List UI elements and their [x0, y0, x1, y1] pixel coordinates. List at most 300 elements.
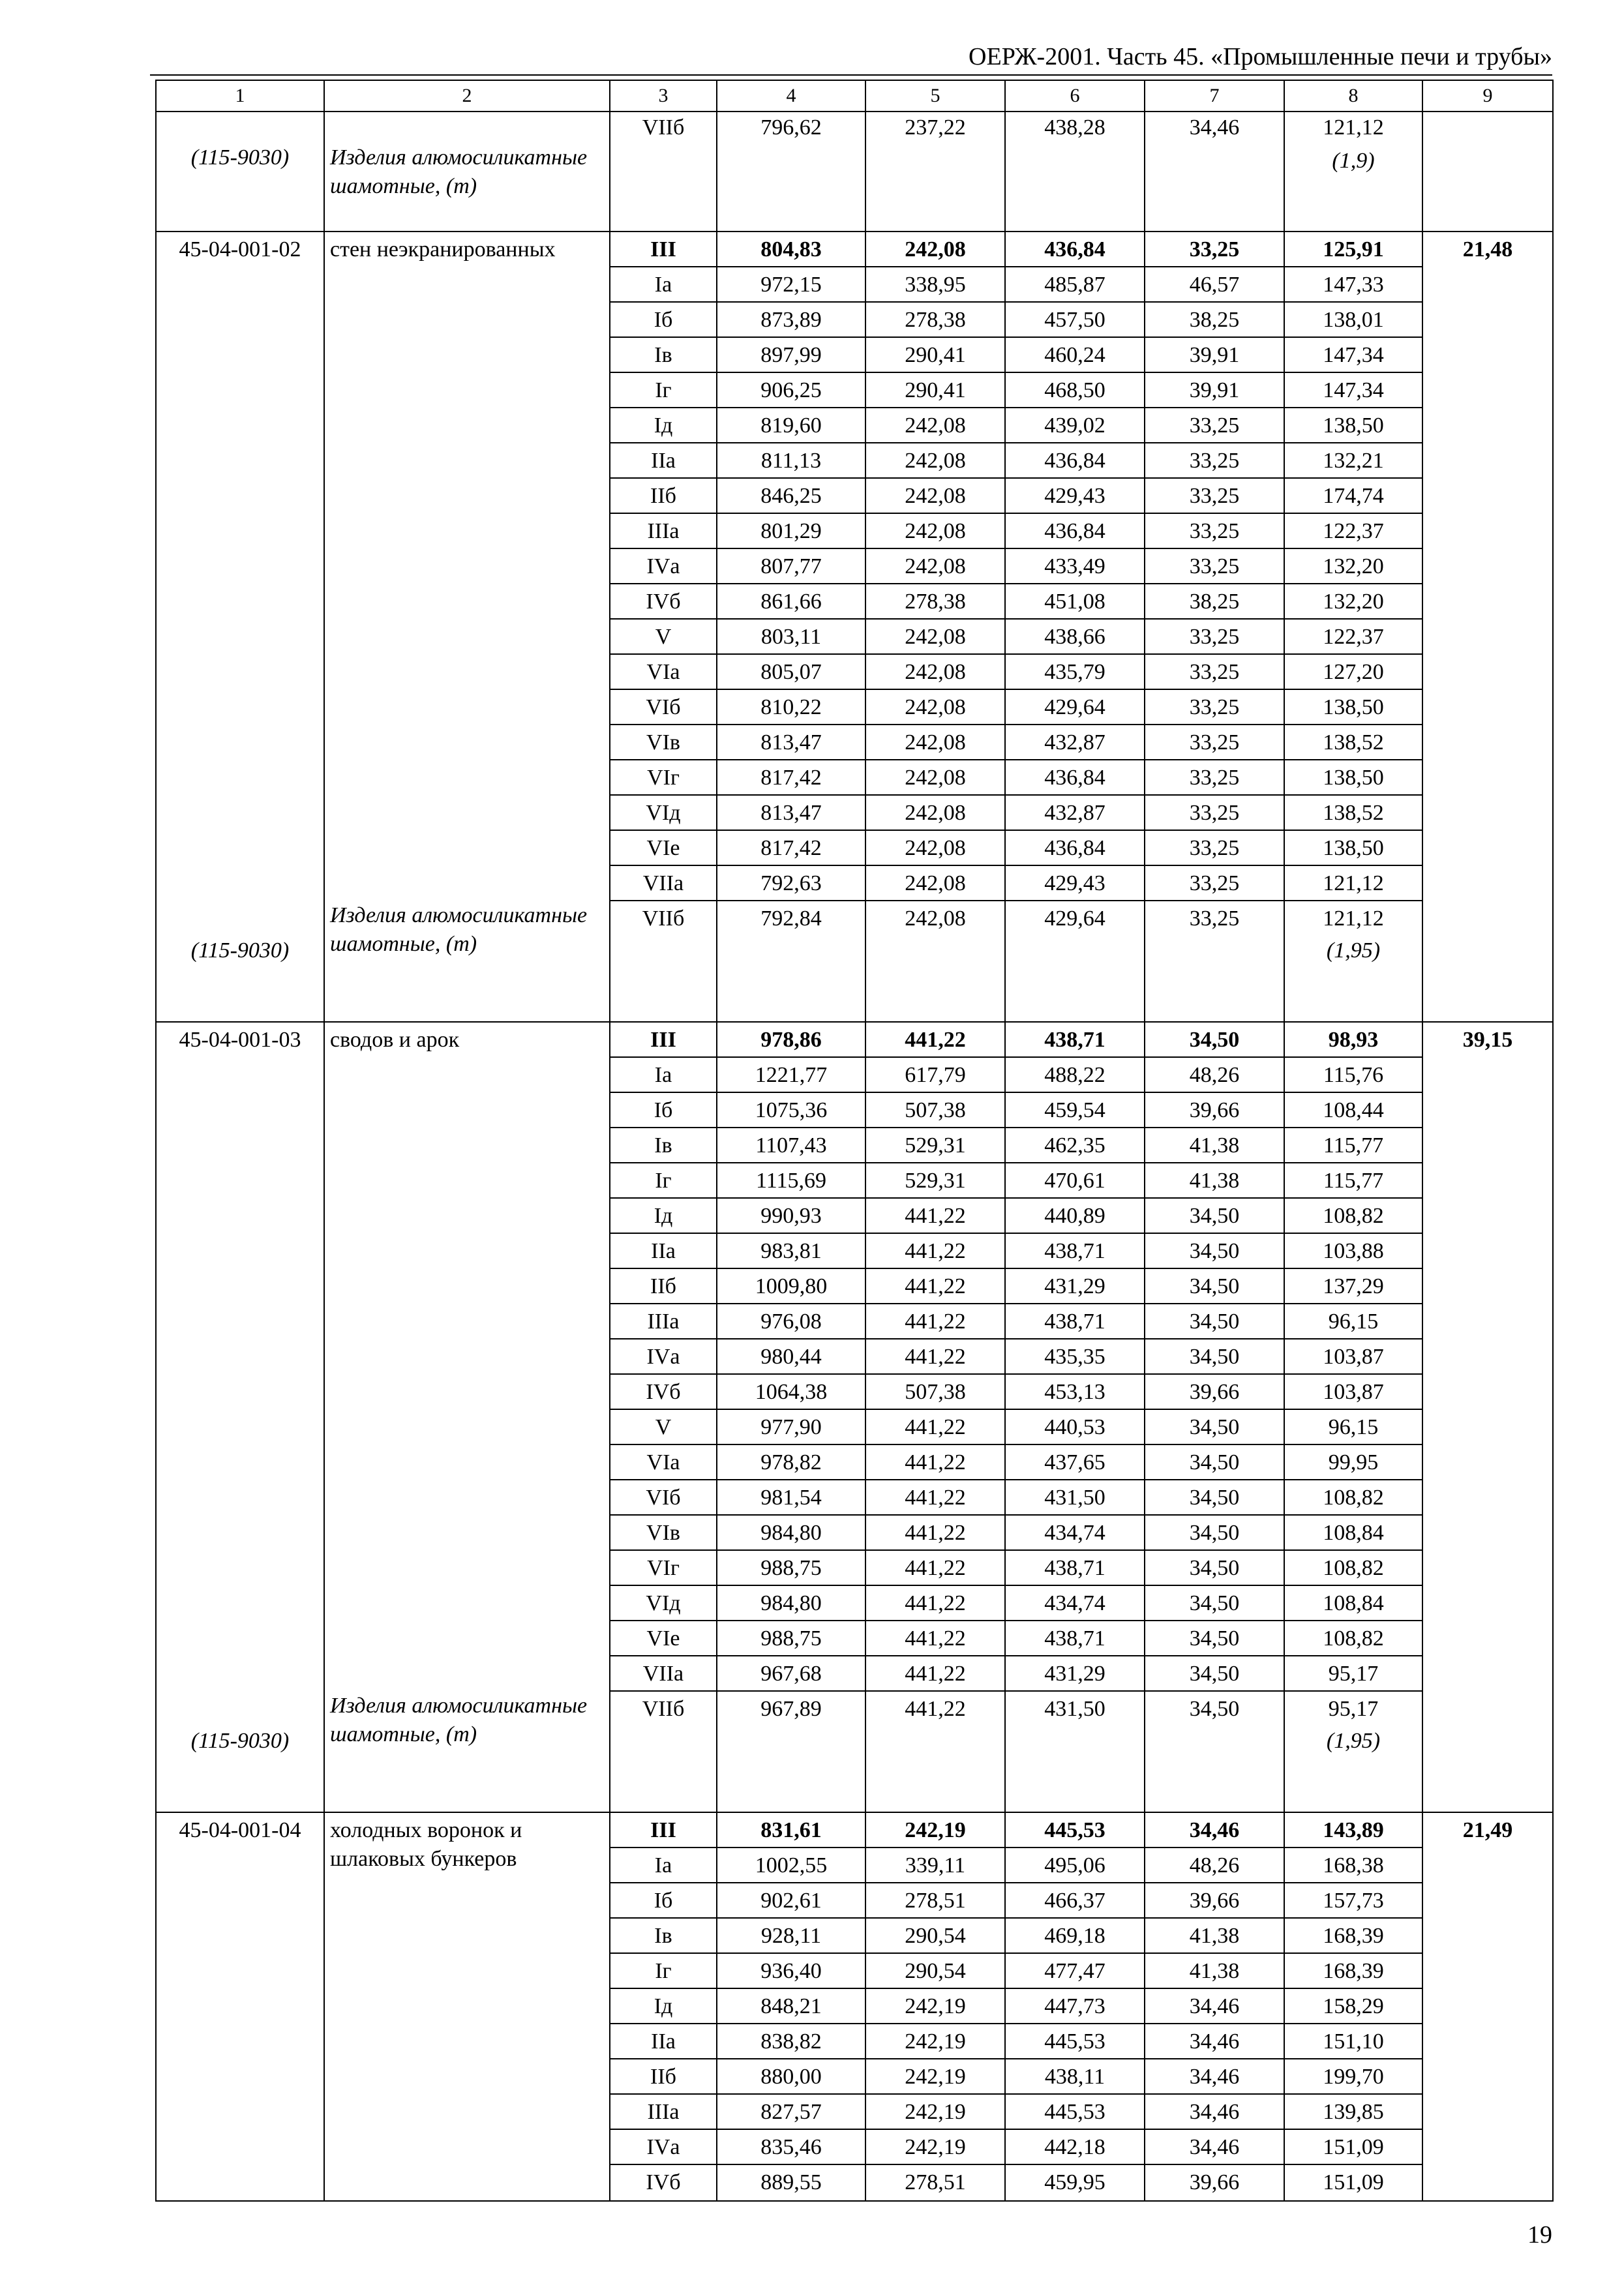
value: 972,15 [717, 267, 865, 303]
value: 429,43 [1006, 866, 1144, 901]
value: 199,70 [1285, 2059, 1422, 2095]
value-cell [1145, 112, 1284, 232]
value: 441,22 [866, 1586, 1004, 1621]
value: 441,22 [866, 1656, 1004, 1692]
value: 143,89 [1285, 1813, 1422, 1848]
value: 977,90 [717, 1410, 865, 1445]
value-cell [717, 112, 865, 232]
header-rule [150, 74, 1552, 76]
value: 431,50 [1044, 1697, 1105, 1721]
column-number: 3 [610, 80, 717, 112]
labor-total: 21,48 [1462, 237, 1513, 262]
value: 438,71 [1006, 1621, 1144, 1656]
value: IIа [610, 1234, 716, 1269]
value-column [717, 1022, 865, 1812]
rate-code: 45-04-001-03 [179, 1028, 301, 1052]
value: 453,13 [1006, 1375, 1144, 1410]
value: 438,71 [1006, 1551, 1144, 1586]
value: Iа [610, 1058, 716, 1093]
value: 95,17 [1328, 1697, 1379, 1721]
value-cell [1284, 112, 1422, 232]
value: 429,64 [1044, 906, 1105, 931]
value: 441,22 [866, 1023, 1004, 1058]
value-column [1145, 232, 1284, 1022]
value: 103,87 [1285, 1339, 1422, 1375]
value: 436,84 [1006, 760, 1144, 796]
value: 138,52 [1285, 796, 1422, 831]
value: Iг [610, 1163, 716, 1199]
value: 928,11 [717, 1919, 865, 1954]
value: 242,19 [866, 2059, 1004, 2095]
value: VIв [610, 1516, 716, 1551]
spacer [157, 1058, 323, 1727]
value: 278,38 [866, 303, 1004, 338]
column-number: 1 [156, 80, 324, 112]
value: IVб [610, 584, 716, 620]
value: 462,35 [1006, 1128, 1144, 1163]
value: 1075,36 [717, 1093, 865, 1128]
column-number: 7 [1145, 80, 1284, 112]
value: IIб [610, 1269, 716, 1304]
value: 41,38 [1145, 1128, 1284, 1163]
value: Iа [610, 267, 716, 303]
value: 103,87 [1285, 1375, 1422, 1410]
value: 445,53 [1006, 2095, 1144, 2130]
value: 34,50 [1145, 1234, 1284, 1269]
value: VIг [610, 760, 716, 796]
value: 981,54 [717, 1480, 865, 1516]
value: VIд [610, 1586, 716, 1621]
value: 48,26 [1145, 1058, 1284, 1093]
spacer [330, 112, 609, 143]
value: 889,55 [760, 2170, 822, 2194]
value: 440,89 [1006, 1199, 1144, 1234]
value: 435,79 [1006, 655, 1144, 690]
value: 33,25 [1145, 514, 1284, 549]
value: 138,01 [1285, 303, 1422, 338]
value-column [1284, 1812, 1422, 2201]
value: Iг [610, 1954, 716, 1989]
spacer [330, 1055, 609, 1692]
value: 817,42 [717, 760, 865, 796]
value: 132,21 [1285, 443, 1422, 479]
value: 792,63 [717, 866, 865, 901]
value: 33,25 [1145, 479, 1284, 514]
material-norm [866, 936, 1004, 1021]
value: 976,08 [717, 1304, 865, 1339]
material-norm [717, 1727, 865, 1812]
column-number: 2 [324, 80, 610, 112]
value-column [610, 1812, 717, 2201]
value: 34,50 [1145, 1621, 1284, 1656]
value: 33,25 [1145, 866, 1284, 901]
value: 33,25 [1145, 796, 1284, 831]
value: 529,31 [866, 1163, 1004, 1199]
value: Iа [610, 1848, 716, 1883]
value: 438,11 [1006, 2059, 1144, 2095]
value: 242,08 [866, 232, 1004, 267]
material-norm [1145, 936, 1284, 1021]
value: 432,87 [1006, 725, 1144, 760]
value: Iв [610, 1919, 716, 1954]
value: 41,38 [1145, 1954, 1284, 1989]
value: 617,79 [866, 1058, 1004, 1093]
value: 441,22 [866, 1234, 1004, 1269]
value: 459,95 [1044, 2170, 1105, 2194]
value: 507,38 [866, 1375, 1004, 1410]
value: 115,77 [1285, 1128, 1422, 1163]
total-cell [1422, 1812, 1553, 2201]
name-cell [324, 1022, 610, 1812]
value: 34,46 [1145, 2130, 1284, 2165]
value: III [610, 1813, 716, 1848]
page-number: 19 [1527, 2221, 1552, 2249]
value-column [1284, 1022, 1422, 1812]
value: 290,54 [866, 1919, 1004, 1954]
value: 33,25 [1145, 232, 1284, 267]
material-norm [1006, 936, 1144, 1021]
value-column [1284, 232, 1422, 1022]
value: 861,66 [717, 584, 865, 620]
value: 441,22 [866, 1621, 1004, 1656]
value: 39,66 [1145, 1093, 1284, 1128]
value: Iд [610, 1199, 716, 1234]
value: 41,38 [1145, 1163, 1284, 1199]
value: 151,09 [1323, 2170, 1384, 2194]
value: 132,20 [1285, 549, 1422, 584]
rates-table [155, 80, 1554, 2202]
value: 121,12 [1323, 906, 1384, 931]
value: 434,74 [1006, 1586, 1144, 1621]
value: 431,29 [1006, 1656, 1144, 1692]
value: 466,37 [1006, 1883, 1144, 1919]
value: 121,12 [1323, 115, 1384, 140]
value: 827,57 [717, 2095, 865, 2130]
value: 1064,38 [717, 1375, 865, 1410]
value: 39,66 [1145, 1375, 1284, 1410]
name-cell [324, 232, 610, 1022]
material-name: Изделия алюмосиликатные шамотные, (т) [330, 1694, 588, 1746]
value: 984,80 [717, 1516, 865, 1551]
value: 441,22 [866, 1199, 1004, 1234]
value: 936,40 [717, 1954, 865, 1989]
value-cell [610, 112, 717, 232]
value-column [1145, 1812, 1284, 2201]
value: 431,50 [1006, 1480, 1144, 1516]
value: 495,06 [1006, 1848, 1144, 1883]
value: 158,29 [1285, 1989, 1422, 2024]
value: 967,68 [717, 1656, 865, 1692]
rate-code: 45-04-001-02 [179, 237, 301, 262]
value: 34,46 [1145, 2059, 1284, 2095]
value: 290,41 [866, 338, 1004, 373]
name-cell [324, 112, 610, 232]
value: 803,11 [717, 620, 865, 655]
value: 469,18 [1006, 1919, 1144, 1954]
value: 445,53 [1006, 1813, 1144, 1848]
value: 34,46 [1145, 2024, 1284, 2059]
value: IVа [610, 549, 716, 584]
value: 34,50 [1145, 1339, 1284, 1375]
value: 819,60 [717, 408, 865, 443]
value: 242,08 [866, 866, 1004, 901]
value: VIа [610, 655, 716, 690]
value: 436,84 [1006, 514, 1144, 549]
value: 242,08 [866, 725, 1004, 760]
value: 33,25 [1145, 831, 1284, 866]
value: 902,61 [717, 1883, 865, 1919]
value: 99,95 [1285, 1445, 1422, 1480]
value: VIд [610, 796, 716, 831]
value: 1221,77 [717, 1058, 865, 1093]
value: 468,50 [1006, 373, 1144, 408]
value: 122,37 [1285, 514, 1422, 549]
material-code: (115-9030) [190, 145, 290, 170]
rate-code: 45-04-001-04 [179, 1818, 301, 1842]
value: 980,44 [717, 1339, 865, 1375]
value-column [865, 1812, 1005, 2201]
value: 988,75 [717, 1551, 865, 1586]
material-norm [866, 1727, 1004, 1812]
value: 278,38 [866, 584, 1004, 620]
value: 147,34 [1285, 373, 1422, 408]
value: 433,49 [1006, 549, 1144, 584]
value: 290,54 [866, 1954, 1004, 1989]
value: 439,02 [1006, 408, 1144, 443]
value: 805,07 [717, 655, 865, 690]
value: 34,50 [1145, 1586, 1284, 1621]
value: 157,73 [1285, 1883, 1422, 1919]
value: 108,82 [1285, 1551, 1422, 1586]
value: 48,26 [1145, 1848, 1284, 1883]
value: 242,08 [866, 655, 1004, 690]
material-norm [610, 936, 716, 1021]
value: 1009,80 [717, 1269, 865, 1304]
value: 33,25 [1145, 725, 1284, 760]
value: 457,50 [1006, 303, 1144, 338]
value: Iв [610, 1128, 716, 1163]
material-norm [1145, 1727, 1284, 1812]
value: IVб [610, 1375, 716, 1410]
value: 431,29 [1006, 1269, 1144, 1304]
value: 242,08 [866, 408, 1004, 443]
value: 796,62 [760, 115, 822, 140]
value: IIа [610, 2024, 716, 2059]
value: 242,19 [866, 2095, 1004, 2130]
total-cell [1422, 232, 1553, 1022]
value: 470,61 [1006, 1163, 1144, 1199]
value: 168,39 [1285, 1954, 1422, 1989]
value: 438,71 [1006, 1304, 1144, 1339]
value: 34,50 [1145, 1656, 1284, 1692]
value-cell [865, 112, 1005, 232]
value: 441,22 [866, 1269, 1004, 1304]
value: 33,25 [1145, 690, 1284, 725]
value: 38,25 [1145, 303, 1284, 338]
value: 488,22 [1006, 1058, 1144, 1093]
value: 529,31 [866, 1128, 1004, 1163]
value: 34,50 [1145, 1551, 1284, 1586]
value: 441,22 [866, 1410, 1004, 1445]
value: 792,84 [760, 906, 822, 931]
value: 34,50 [1145, 1023, 1284, 1058]
value: 108,82 [1285, 1199, 1422, 1234]
value: 33,25 [1189, 906, 1240, 931]
value: 445,53 [1006, 2024, 1144, 2059]
column-number: 4 [717, 80, 865, 112]
value: 34,50 [1145, 1480, 1284, 1516]
value: 897,99 [717, 338, 865, 373]
value: 98,93 [1285, 1023, 1422, 1058]
value: 435,35 [1006, 1339, 1144, 1375]
value: V [610, 620, 716, 655]
value-column [610, 232, 717, 1022]
spacer [157, 112, 323, 143]
value: 108,84 [1285, 1586, 1422, 1621]
value: VIб [610, 690, 716, 725]
value: 813,47 [717, 796, 865, 831]
value: Iд [610, 1989, 716, 2024]
value: Iб [610, 1093, 716, 1128]
spacer [157, 267, 323, 936]
total-cell [1422, 1022, 1553, 1812]
value: 39,91 [1145, 338, 1284, 373]
value: 438,28 [1044, 115, 1105, 140]
value: 138,50 [1285, 760, 1422, 796]
value: 242,08 [866, 831, 1004, 866]
material-name: Изделия алюмосиликатные шамотные, (т) [330, 903, 588, 956]
value: 34,50 [1145, 1199, 1284, 1234]
value: 804,83 [717, 232, 865, 267]
value: 34,50 [1145, 1269, 1284, 1304]
value: VIв [610, 725, 716, 760]
value: 477,47 [1006, 1954, 1144, 1989]
page-header: ОЕРЖ-2001. Часть 45. «Промышленные печи и трубы» [969, 43, 1552, 70]
value: 990,93 [717, 1199, 865, 1234]
value-column [610, 1022, 717, 1812]
code-cell [156, 112, 324, 232]
value: 115,77 [1285, 1163, 1422, 1199]
value: 242,08 [866, 620, 1004, 655]
value: 33,25 [1145, 443, 1284, 479]
value: 242,19 [866, 1813, 1004, 1848]
value: IIIа [610, 1304, 716, 1339]
value: 441,22 [866, 1551, 1004, 1586]
value: 38,25 [1145, 584, 1284, 620]
material-code: (115-9030) [190, 938, 290, 963]
value: 34,50 [1189, 1697, 1240, 1721]
value: 846,25 [717, 479, 865, 514]
value: 242,19 [866, 2130, 1004, 2165]
value-column [1005, 1812, 1145, 2201]
value: VIIб [642, 115, 685, 140]
value: Iб [610, 1883, 716, 1919]
value: 151,09 [1285, 2130, 1422, 2165]
material-norm [717, 936, 865, 1021]
value: Iб [610, 303, 716, 338]
column-number: 8 [1284, 80, 1422, 112]
value: 507,38 [866, 1093, 1004, 1128]
value: 978,86 [717, 1023, 865, 1058]
value: 290,41 [866, 373, 1004, 408]
column-number: 6 [1005, 80, 1145, 112]
value: 139,85 [1285, 2095, 1422, 2130]
value: 34,50 [1145, 1516, 1284, 1551]
value: IIIа [610, 514, 716, 549]
continuation-block [156, 112, 1553, 232]
value: 34,50 [1145, 1445, 1284, 1480]
value: VIа [610, 1445, 716, 1480]
value: 438,71 [1006, 1023, 1144, 1058]
value: 147,34 [1285, 338, 1422, 373]
value: 242,08 [866, 690, 1004, 725]
value: 108,44 [1285, 1093, 1422, 1128]
value: 906,25 [717, 373, 865, 408]
value-column [1005, 1022, 1145, 1812]
material-norm [1006, 1727, 1144, 1812]
value: 108,82 [1285, 1621, 1422, 1656]
value: VIIа [610, 866, 716, 901]
value: 338,95 [866, 267, 1004, 303]
value: 440,53 [1006, 1410, 1144, 1445]
value: 441,22 [866, 1339, 1004, 1375]
value: 807,77 [717, 549, 865, 584]
material-code: (115-9030) [190, 1729, 290, 1753]
name-cell [324, 1812, 610, 2201]
value: 127,20 [1285, 655, 1422, 690]
value: 831,61 [717, 1813, 865, 1848]
value: 459,54 [1006, 1093, 1144, 1128]
column-number: 9 [1422, 80, 1553, 112]
value: 436,84 [1006, 232, 1144, 267]
material-norm [610, 1727, 716, 1812]
total-cell [1422, 112, 1553, 232]
value: VIб [610, 1480, 716, 1516]
value: 242,08 [866, 514, 1004, 549]
value: 34,46 [1145, 1989, 1284, 2024]
value: Iв [610, 338, 716, 373]
value: 810,22 [717, 690, 865, 725]
value-column [865, 232, 1005, 1022]
value: 46,57 [1145, 267, 1284, 303]
value: 33,25 [1145, 549, 1284, 584]
value: 121,12 [1285, 866, 1422, 901]
value: 34,46 [1145, 1813, 1284, 1848]
value: 441,22 [866, 1480, 1004, 1516]
material-norm: (1,95) [1326, 938, 1381, 963]
code-cell [156, 1022, 324, 1812]
value: VIIб [642, 906, 685, 931]
value: 441,22 [866, 1516, 1004, 1551]
value: 34,50 [1145, 1304, 1284, 1339]
value: 115,76 [1285, 1058, 1422, 1093]
value: 242,19 [866, 1989, 1004, 2024]
value: 339,11 [866, 1848, 1004, 1883]
value: 108,84 [1285, 1516, 1422, 1551]
value: 429,64 [1006, 690, 1144, 725]
material-norm: (1,9) [1332, 149, 1375, 173]
value: 873,89 [717, 303, 865, 338]
value: 437,65 [1006, 1445, 1144, 1480]
column-number-row [156, 80, 1553, 112]
value: Iд [610, 408, 716, 443]
value: 978,82 [717, 1445, 865, 1480]
value: Iг [610, 373, 716, 408]
value: 278,51 [905, 2170, 966, 2194]
value: 434,74 [1006, 1516, 1144, 1551]
value: 122,37 [1285, 620, 1422, 655]
value-column [717, 232, 865, 1022]
